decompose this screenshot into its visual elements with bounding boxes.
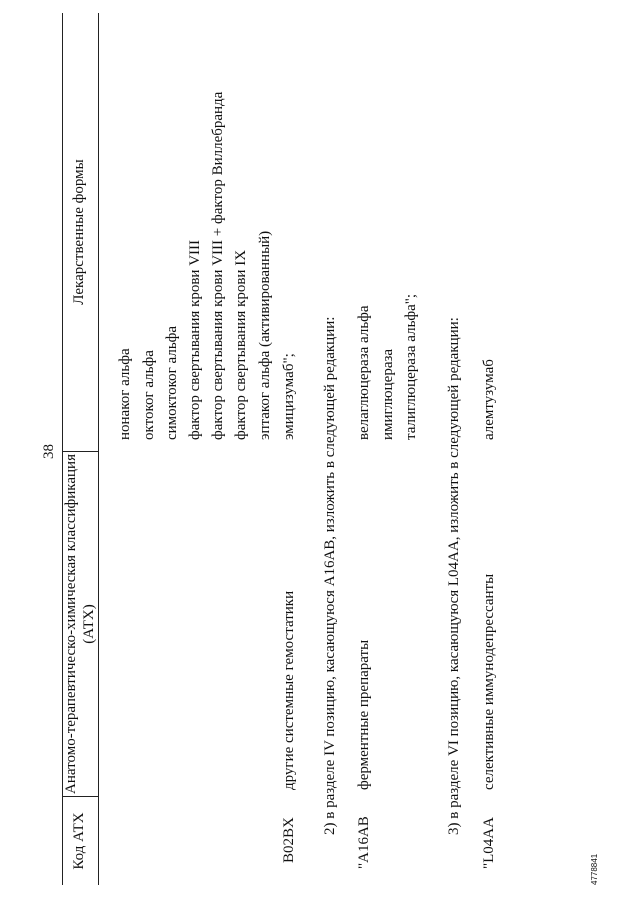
drug-item: фактор свертывания крови VIII + фактор Виллебранда <box>210 91 226 440</box>
paragraph-3: 3) в разделе VI позицию, касающуюся L04AA, изложить в следующей редакции: <box>446 317 462 835</box>
drug-item: фактор свертывания крови VIII <box>187 239 203 440</box>
drug-item: велаглюцераза альфа <box>356 305 372 440</box>
atc-code-l04aa: "L04AA <box>481 817 497 869</box>
atc-name-a16ab: ферментные препараты <box>356 639 372 790</box>
atc-code-a16ab: "A16AB <box>356 816 372 869</box>
drug-item: нонаког альфа <box>117 348 133 440</box>
header-code: Код АТХ <box>71 812 87 870</box>
page-number: 38 <box>41 444 57 459</box>
atc-code-b02bx: B02BX <box>281 817 297 863</box>
document-id: 4778841 <box>590 853 599 885</box>
atc-name-b02bx: другие системные гемостатики <box>281 590 297 790</box>
drug-item: талиглюцераза альфа"; <box>403 293 419 440</box>
drug-item: эптаког альфа (активированный) <box>257 230 273 440</box>
drug-item: имиглюцераза <box>380 348 396 440</box>
drug-item: симоктоког альфа <box>164 325 180 440</box>
drug-item: октоког альфа <box>141 350 157 440</box>
header-divider-2 <box>62 451 98 452</box>
header-forms: Лекарственные формы <box>71 159 87 305</box>
header-classification: Анатомо-терапевтическо-химическая классификация (АТХ) <box>63 454 97 794</box>
atc-name-l04aa: селективные иммунодепрессанты <box>481 573 497 790</box>
drug-item: алемтузумаб <box>481 359 497 440</box>
drug-item: эмицизумаб"; <box>281 353 297 440</box>
header-bottom-line <box>98 13 99 885</box>
drug-item: фактор свертывания крови IX <box>233 249 249 440</box>
paragraph-2: 2) в разделе IV позицию, касающуюся A16AB, изложить в следующей редакции: <box>322 316 338 835</box>
